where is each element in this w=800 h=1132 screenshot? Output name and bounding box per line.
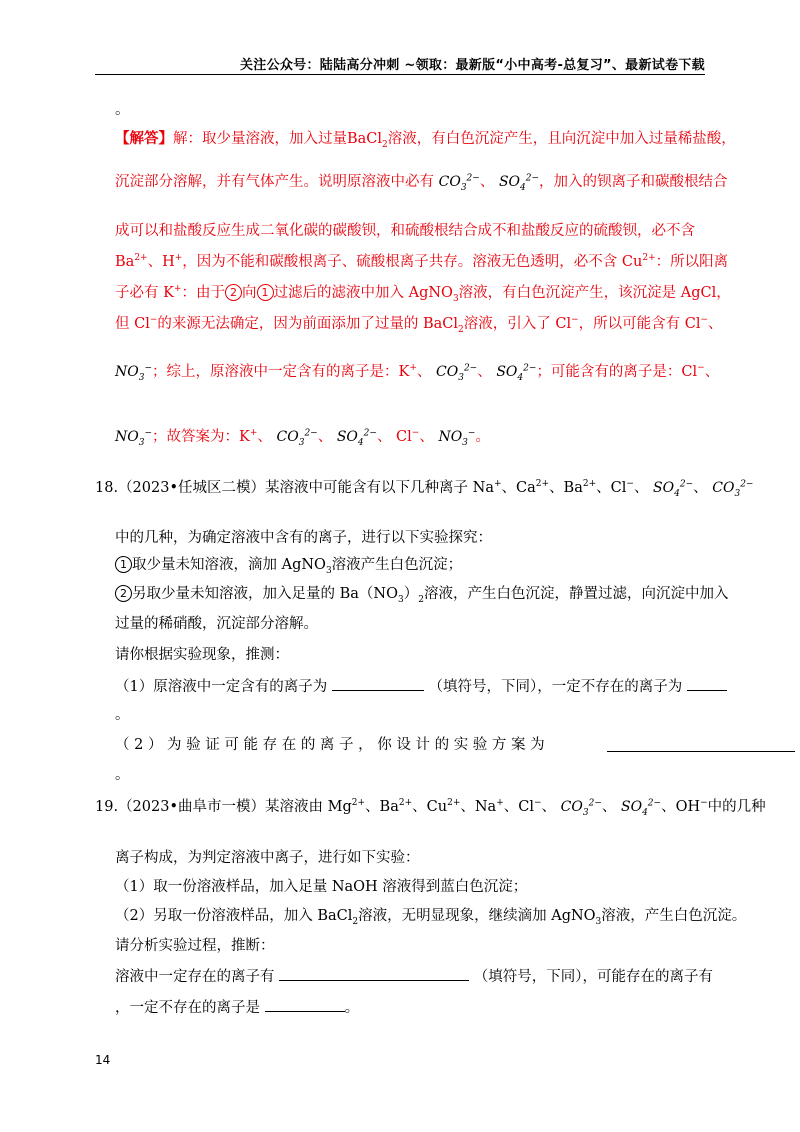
q18-stem: 18.（2023•任城区二模）某溶液中可能含有以下几种离子 Na+、$Ca^{2+}$、$Ba^{2+}$、Cl−、 $SO_4^{2-}$、 $CO_3^{2-}$: [95, 479, 754, 499]
page-header: 关注公众号：陆陆高分冲刺 ~领取：最新版“小中高考-总复习”、最新试卷下载: [239, 58, 705, 73]
answer-line-4: $Ba^{2+}$、H+，因为不能和碳酸根离子、硫酸根离子共存。溶液无色透明，必不含 $Cu^{2+}$：所以阳离: [115, 253, 729, 270]
answer-line-1: 【解答】解：取少量溶液，加入过量BaCl$_2$溶液，有白色沉淀产生，且向沉淀中加入过量稀盐酸，: [115, 130, 736, 150]
q19-step-2: （2）另取一份溶液样品，加入 BaCl$_2$溶液，无明显现象，继续滴加 AgNO$_3$溶液，产生白色沉淀。: [115, 908, 747, 927]
q18-part-1: （1）原溶液中一定含有的离子为 （填符号，下同），一定不存在的离子为: [115, 676, 727, 697]
answer-line-3: 成可以和盐酸反应生成二氧化碳的碳酸钡，和硫酸根结合成不和盐酸反应的硫酸钡，必不含: [115, 223, 695, 239]
q18-blank-absent[interactable]: [687, 676, 727, 691]
page-number: 14: [95, 1053, 111, 1067]
q18-ask: 请你根据实验现象，推测：: [115, 647, 289, 663]
q18-part-2-end: 。: [115, 767, 130, 783]
q18-step-1: 1 取少量未知溶液，滴加 AgNO$_3$溶液产生白色沉淀；: [115, 555, 462, 575]
q19-fill-1: 溶液中一定存在的离子有 （填符号，下同），可能存在的离子有: [115, 966, 713, 987]
q18-part-1-end: 。: [115, 707, 130, 723]
answer-line-5: 子必有 K+：由于 2 向 1 过滤后的滤液中加入 AgNO$_3$溶液，有白色沉淀产生，该沉淀是 AgCl，: [115, 284, 731, 304]
q18-part-2: （ 2 ） 为 验 证 可 能 存 在 的 离 子 ， 你 设 计 的 实 验 方 案 为: [115, 735, 785, 755]
q19-ask: 请分析实验过程，推断：: [115, 938, 275, 954]
q19-blank-absent[interactable]: [265, 997, 345, 1012]
q19-blank-present[interactable]: [279, 966, 469, 981]
q18-step-2: 2 另取少量未知溶液，加入足量的 $Ba(NO_3)_2$溶液，产生白色沉淀，静置过滤，向沉淀中加入: [115, 584, 728, 604]
q18-blank-present[interactable]: [332, 676, 424, 691]
header-rule: [95, 74, 705, 75]
q19-stem: 19.（2023•曲阜市一模）某溶液由 $Mg^{2+}$、$Ba^{2+}$、$Cu^{2+}$、Na+、Cl−、 $CO_3^{2-}$、 $SO_4^{2-}$、OH−中的几种: [95, 798, 766, 818]
q18-blank-plan[interactable]: [607, 737, 795, 752]
q18-stem-2: 中的几种，为确定溶液中含有的离子，进行以下实验探究：: [115, 530, 492, 546]
answer-line-7: $NO_3^-$；综上，原溶液中一定含有的离子是：K+、 $CO_3^{2-}$、 $SO_4^{2-}$；可能含有的离子是：Cl−、: [115, 363, 720, 383]
q19-fill-2: ，一定不存在的离子是 。: [115, 997, 359, 1018]
q18-step-2-cont: 过量的稀硝酸，沉淀部分溶解。: [115, 616, 318, 632]
q19-stem-2: 离子构成，为判定溶液中离子，进行如下实验：: [115, 850, 420, 866]
answer-line-6: 但 Cl−的来源无法确定，因为前面添加了过量的 BaCl$_2$溶液，引入了 Cl−，所以可能含有 Cl−、: [115, 315, 723, 335]
answer-end-dot: 。: [115, 102, 130, 118]
answer-line-8: $NO_3^-$；故答案为：K+、 $CO_3^{2-}$、 $SO_4^{2-}$、 Cl−、 $NO_3^-$。: [115, 428, 490, 448]
answer-line-2: 沉淀部分溶解，并有气体产生。说明原溶液中必有 $CO_3^{2-}$、 $SO_4^{2-}$，加入的钡离子和碳酸根结合: [115, 173, 728, 193]
q19-step-1: （1）取一份溶液样品，加入足量 NaOH 溶液得到蓝白色沉淀；: [115, 879, 528, 895]
